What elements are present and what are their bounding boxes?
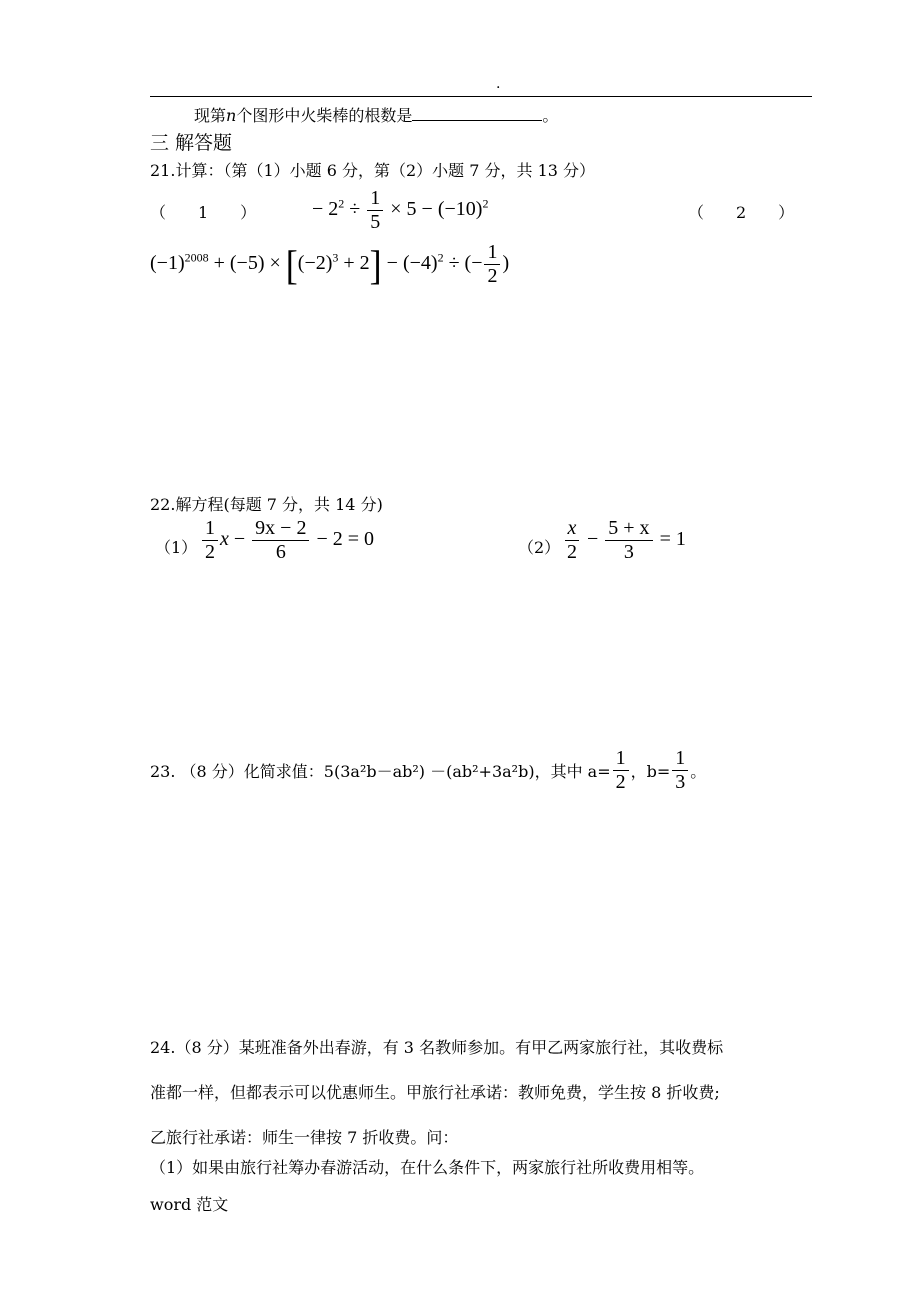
- q21e1-div: ÷: [349, 198, 361, 221]
- q21e1-rest-exp: 2: [482, 196, 489, 211]
- q21e2-c-exp: 3: [332, 250, 339, 265]
- q22e2-frac2: [605, 518, 652, 563]
- header-rule: [150, 96, 812, 97]
- q20-answer-blank[interactable]: [412, 106, 542, 121]
- q21e2-f: ÷ (−: [448, 252, 483, 275]
- q21e2-b: + (−5) ×: [213, 252, 281, 275]
- q22e2-f1d: 2: [567, 541, 577, 563]
- q21e2-a-exp: 2008: [184, 250, 209, 265]
- q23-mid: ，b=: [630, 762, 671, 781]
- q22e1-op1: −: [233, 528, 246, 551]
- q21e2-right-bracket: ]: [369, 241, 382, 288]
- q22e2-f2n: 5 + x: [605, 518, 652, 541]
- q22e2-f2d: 3: [623, 541, 634, 563]
- q22e1-f1n: 1: [202, 518, 218, 541]
- q22e1-f1d: 2: [205, 541, 215, 563]
- q21e1-num: 1: [367, 188, 383, 211]
- q23-a-fraction: [613, 748, 629, 793]
- q22e1-frac2: [252, 518, 309, 563]
- q21-expr2: [150, 242, 509, 287]
- q23-b-num: 1: [672, 748, 688, 771]
- q21e2-a: (−1): [150, 252, 185, 275]
- q23-a-num: 1: [613, 748, 629, 771]
- q21-p1-label: （ 1 ）: [150, 203, 257, 222]
- q24-line3: 乙旅行社承诺：师生一律按 7 折收费。问：: [150, 1128, 459, 1147]
- q21e2-e-exp: 2: [437, 250, 444, 265]
- q21e1-den: 5: [370, 211, 381, 233]
- q21e1-rest: × 5 − (−10): [390, 198, 483, 221]
- q23-b-den: 3: [675, 771, 686, 793]
- q21e1-a-exp: 2: [338, 196, 345, 211]
- q22e1-f2d: 6: [275, 541, 286, 563]
- q22e1-frac1: [202, 518, 218, 563]
- q21e2-d: + 2: [343, 252, 370, 275]
- q24-line1: 24.（8 分）某班准备外出春游，有 3 名教师参加。有甲乙两家旅行社，其收费标: [150, 1038, 724, 1057]
- q21e2-num: 1: [484, 242, 500, 265]
- q23-text: 23. （8 分）化简求值：5(3a²b－ab²) －(ab²+3a²b)，其中 a=: [150, 762, 611, 781]
- q21e2-e: − (−4): [386, 252, 438, 275]
- q20-text-after: 个图形中火柴棒的根数是: [236, 106, 413, 125]
- q21e2-g: ): [502, 252, 510, 275]
- q21e2-den: 2: [487, 265, 498, 287]
- q23-b-fraction: [672, 748, 688, 793]
- q22e2-rest: = 1: [659, 528, 686, 551]
- q22-p2-label: （2）: [518, 538, 561, 557]
- q22e1-f2n: 9x − 2: [252, 518, 309, 541]
- q22e1-rest: − 2 = 0: [316, 528, 375, 551]
- q21-title: 21.计算：（第（1）小题 6 分，第（2）小题 7 分，共 13 分）: [150, 161, 596, 180]
- section-title: 三 解答题: [150, 132, 233, 154]
- q21e2-fraction: [484, 242, 500, 287]
- q22-eq1: [200, 518, 374, 563]
- q20-end: 。: [542, 106, 559, 125]
- q21e1-fraction: [367, 188, 383, 233]
- q24-line4: （1）如果由旅行社筹办春游活动，在什么条件下，两家旅行社所收费用相等。: [150, 1158, 705, 1177]
- q21e2-c: (−2): [297, 252, 333, 275]
- header-dot: .: [496, 76, 501, 92]
- q21-expr1: [312, 188, 488, 233]
- q22e2-op1: −: [587, 528, 599, 551]
- q21e1-a: − 2: [312, 198, 339, 221]
- q23-line: [150, 748, 706, 793]
- q23-a-den: 2: [615, 771, 626, 793]
- q22e2-f1n: x: [565, 518, 580, 541]
- footer-text: word 范文: [150, 1195, 229, 1214]
- q20-n: n: [226, 106, 237, 125]
- q24-line2: 准都一样，但都表示可以优惠师生。甲旅行社承诺：教师免费，学生按 8 折收费;: [150, 1083, 720, 1102]
- q22e1-x: x: [220, 528, 229, 551]
- q20-text-before: 现第: [194, 106, 227, 125]
- q22-title: 22.解方程(每题 7 分，共 14 分): [150, 495, 383, 514]
- q20-tail-line: [194, 103, 558, 126]
- q23-end: 。: [690, 762, 707, 781]
- q22-eq2: [562, 518, 686, 563]
- q22e2-frac1: [564, 518, 580, 563]
- q22-p1-label: （1）: [155, 538, 198, 557]
- q21-p2-label: （ 2 ）: [688, 203, 795, 222]
- q21e2-left-bracket: [: [285, 241, 298, 288]
